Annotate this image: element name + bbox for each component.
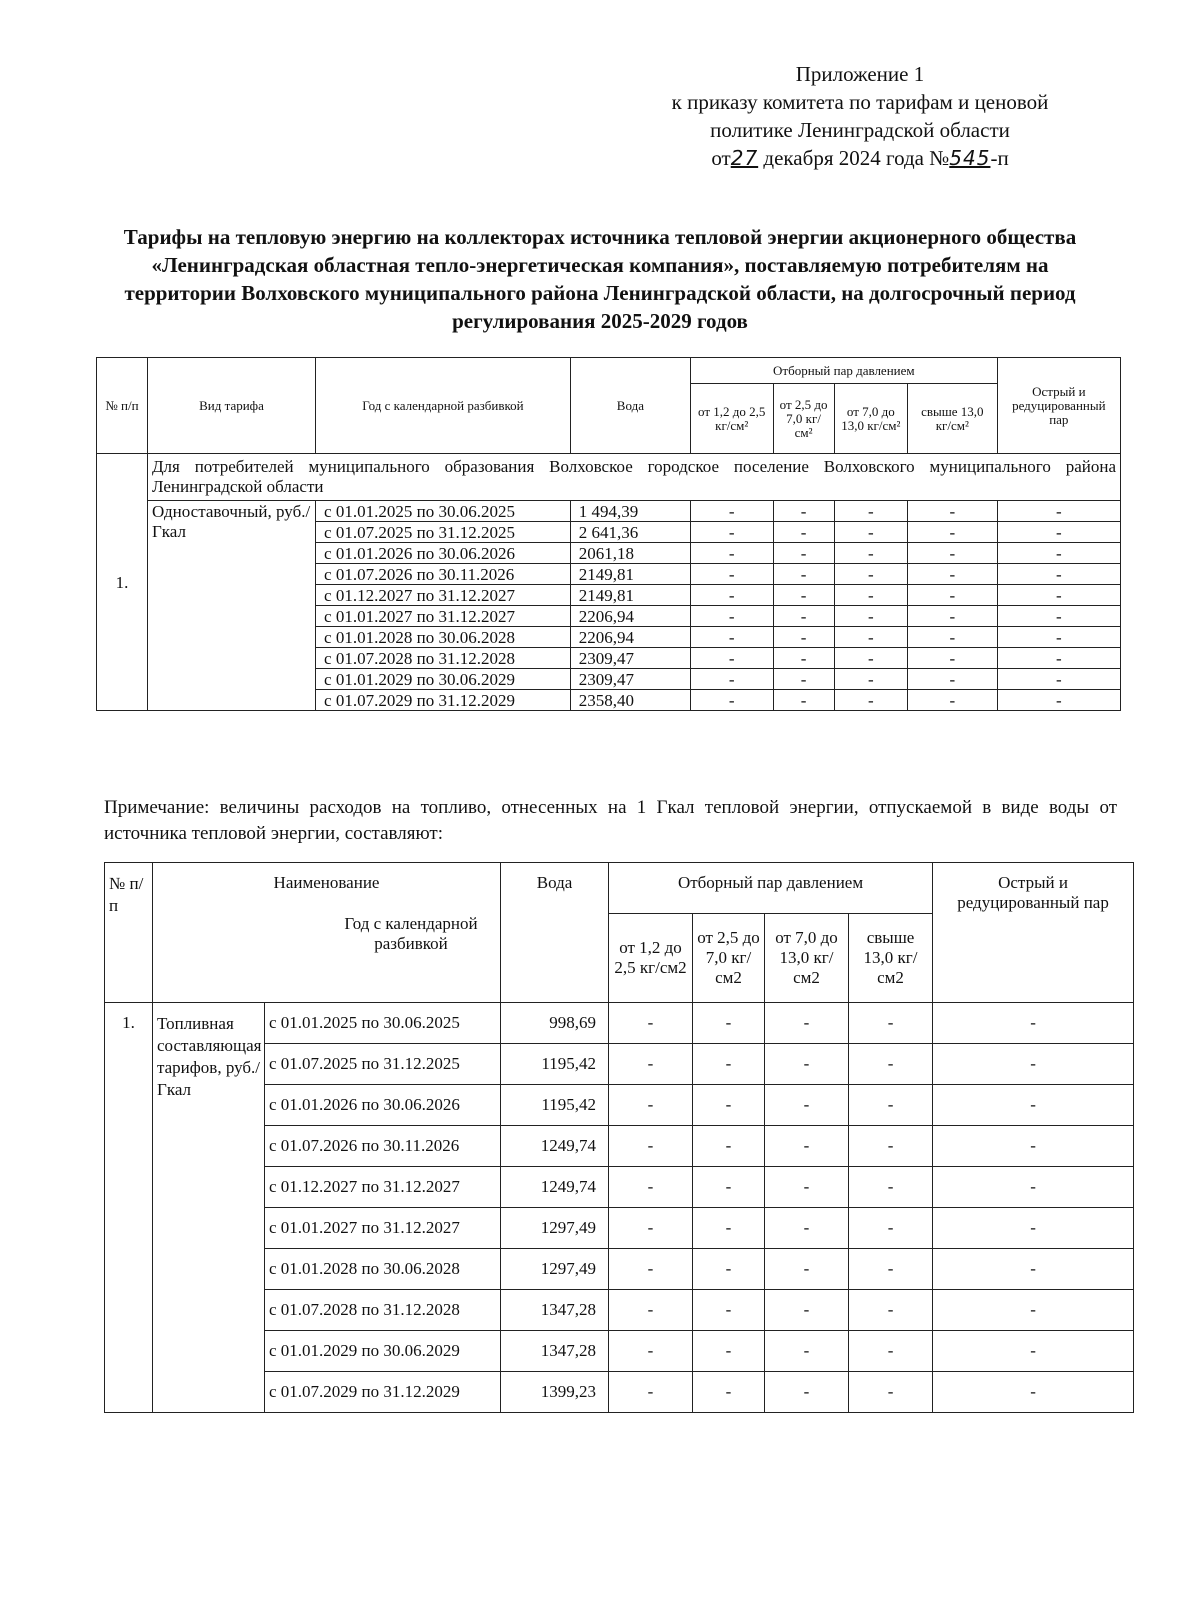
pressure-3-cell: -	[765, 1372, 849, 1413]
pressure-3-cell: -	[765, 1044, 849, 1085]
period-cell: с 01.01.2026 по 30.06.2026	[265, 1085, 501, 1126]
pressure-3-cell: -	[834, 627, 907, 648]
pressure-2-cell: -	[773, 627, 834, 648]
pressure-4-cell: -	[849, 1003, 933, 1044]
header-pressure-1: от 1,2 до 2,5 кг/см2	[609, 914, 693, 1003]
pressure-1-cell: -	[609, 1085, 693, 1126]
period-cell: с 01.12.2027 по 31.12.2027	[265, 1167, 501, 1208]
table-row	[105, 1003, 1134, 1044]
pressure-3-cell: -	[834, 606, 907, 627]
tariff-table	[96, 357, 1121, 711]
pressure-4-cell: -	[849, 1044, 933, 1085]
pressure-3-cell: -	[765, 1290, 849, 1331]
pressure-4-cell: -	[849, 1167, 933, 1208]
fuel-component-name: Топливная составляющая тарифов, руб./Гкал	[153, 1003, 265, 1413]
period-cell: с 01.01.2025 по 30.06.2025	[265, 1003, 501, 1044]
sharp-steam-cell: -	[933, 1290, 1134, 1331]
pressure-3-cell: -	[765, 1249, 849, 1290]
header-sharp-steam: Острый и редуцированный пар	[933, 863, 1134, 1003]
row-number: 1.	[105, 1003, 153, 1413]
water-fuel-cell: 1249,74	[501, 1126, 609, 1167]
pressure-3-cell: -	[834, 543, 907, 564]
sharp-steam-cell: -	[997, 669, 1120, 690]
pressure-1-cell: -	[609, 1003, 693, 1044]
pressure-1-cell: -	[690, 606, 773, 627]
pressure-4-cell: -	[907, 627, 997, 648]
sharp-steam-cell: -	[933, 1249, 1134, 1290]
sharp-steam-cell: -	[933, 1372, 1134, 1413]
pressure-3-cell: -	[834, 564, 907, 585]
pressure-1-cell: -	[609, 1126, 693, 1167]
pressure-4-cell: -	[849, 1372, 933, 1413]
header-water: Вода	[501, 863, 609, 1003]
water-tariff-cell: 2358,40	[570, 690, 690, 711]
period-cell: с 01.01.2027 по 31.12.2027	[316, 606, 571, 627]
pressure-2-cell: -	[773, 564, 834, 585]
pressure-4-cell: -	[849, 1208, 933, 1249]
sharp-steam-cell: -	[997, 543, 1120, 564]
pressure-3-cell: -	[834, 669, 907, 690]
pressure-2-cell: -	[773, 501, 834, 522]
sharp-steam-cell: -	[997, 564, 1120, 585]
pressure-1-cell: -	[609, 1249, 693, 1290]
period-cell: с 01.07.2026 по 30.11.2026	[316, 564, 571, 585]
pressure-3-cell: -	[765, 1331, 849, 1372]
header-water: Вода	[570, 358, 690, 454]
water-tariff-cell: 2149,81	[570, 564, 690, 585]
period-cell: с 01.12.2027 по 31.12.2027	[316, 585, 571, 606]
pressure-1-cell: -	[690, 690, 773, 711]
pressure-1-cell: -	[690, 522, 773, 543]
water-fuel-cell: 1297,49	[501, 1208, 609, 1249]
header-period: Год с календарной разбивкой	[344, 913, 478, 953]
period-cell: с 01.01.2025 по 30.06.2025	[316, 501, 571, 522]
pressure-1-cell: -	[609, 1208, 693, 1249]
pressure-1-cell: -	[609, 1044, 693, 1085]
appendix-header	[600, 60, 1120, 172]
period-cell: с 01.07.2028 по 31.12.2028	[316, 648, 571, 669]
pressure-3-cell: -	[765, 1208, 849, 1249]
pressure-2-cell: -	[773, 585, 834, 606]
sharp-steam-cell: -	[933, 1331, 1134, 1372]
sharp-steam-cell: -	[933, 1044, 1134, 1085]
pressure-1-cell: -	[690, 669, 773, 690]
pressure-4-cell: -	[907, 606, 997, 627]
pressure-3-cell: -	[834, 690, 907, 711]
pressure-4-cell: -	[907, 564, 997, 585]
pressure-3-cell: -	[765, 1085, 849, 1126]
period-cell: с 01.01.2029 по 30.06.2029	[316, 669, 571, 690]
pressure-2-cell: -	[773, 522, 834, 543]
pressure-1-cell: -	[609, 1372, 693, 1413]
period-cell: с 01.07.2029 по 31.12.2029	[265, 1372, 501, 1413]
period-cell: с 01.07.2026 по 30.11.2026	[265, 1126, 501, 1167]
pressure-2-cell: -	[773, 606, 834, 627]
water-tariff-cell: 2 641,36	[570, 522, 690, 543]
header-pressure-3: от 7,0 до 13,0 кг/см2	[765, 914, 849, 1003]
period-cell: с 01.07.2028 по 31.12.2028	[265, 1290, 501, 1331]
header-steam-group: Отборный пар давлением	[609, 863, 933, 914]
header-num: № п/п	[97, 358, 148, 454]
pressure-1-cell: -	[690, 585, 773, 606]
water-tariff-cell: 2061,18	[570, 543, 690, 564]
handwritten-order-number: 545	[949, 146, 991, 170]
pressure-4-cell: -	[907, 522, 997, 543]
pressure-1-cell: -	[609, 1167, 693, 1208]
water-tariff-cell: 2206,94	[570, 627, 690, 648]
header-sharp-steam: Острый и редуцированный пар	[997, 358, 1120, 454]
fuel-component-table	[104, 862, 1134, 1413]
header-tariff-kind: Вид тарифа	[147, 358, 315, 454]
pressure-3-cell: -	[834, 648, 907, 669]
pressure-1-cell: -	[690, 648, 773, 669]
pressure-4-cell: -	[907, 669, 997, 690]
period-cell: с 01.01.2026 по 30.06.2026	[316, 543, 571, 564]
water-fuel-cell: 1297,49	[501, 1249, 609, 1290]
appendix-line-4	[600, 144, 1120, 172]
pressure-1-cell: -	[609, 1331, 693, 1372]
pressure-3-cell: -	[834, 501, 907, 522]
water-fuel-cell: 1195,42	[501, 1085, 609, 1126]
sharp-steam-cell: -	[997, 606, 1120, 627]
header-pressure-2: от 2,5 до 7,0 кг/см²	[773, 384, 834, 454]
sharp-steam-cell: -	[933, 1208, 1134, 1249]
pressure-4-cell: -	[907, 690, 997, 711]
header-pressure-4: свыше 13,0 кг/см2	[849, 914, 933, 1003]
pressure-1-cell: -	[690, 543, 773, 564]
header-name: Наименование	[153, 863, 501, 914]
pressure-3-cell: -	[765, 1167, 849, 1208]
period-cell: с 01.07.2025 по 31.12.2025	[265, 1044, 501, 1085]
pressure-3-cell: -	[834, 522, 907, 543]
period-cell: с 01.07.2025 по 31.12.2025	[316, 522, 571, 543]
pressure-1-cell: -	[690, 501, 773, 522]
sharp-steam-cell: -	[997, 501, 1120, 522]
pressure-2-cell: -	[693, 1126, 765, 1167]
table-row	[97, 501, 1121, 522]
header-pressure-1: от 1,2 до 2,5 кг/см²	[690, 384, 773, 454]
pressure-3-cell: -	[834, 585, 907, 606]
pressure-3-cell: -	[765, 1126, 849, 1167]
row-number: 1.	[97, 454, 148, 711]
period-cell: с 01.01.2027 по 31.12.2027	[265, 1208, 501, 1249]
pressure-4-cell: -	[907, 585, 997, 606]
header-pressure-3: от 7,0 до 13,0 кг/см²	[834, 384, 907, 454]
appendix-line-3: политике Ленинградской области	[710, 118, 1010, 142]
pressure-4-cell: -	[907, 648, 997, 669]
note-text: Примечание: величины расходов на топливо, отнесенных на 1 Гкал тепловой энергии, отпускаемой в виде воды от источника тепловой энергии, составляют:	[104, 797, 1117, 844]
group-description: Для потребителей муниципального образования Волховское городское поселение Волховского муниципального района Ленинградской области	[147, 454, 1120, 501]
appendix-line-2: к приказу комитета по тарифам и ценовой	[671, 90, 1049, 114]
pressure-3-cell: -	[765, 1003, 849, 1044]
pressure-2-cell: -	[693, 1208, 765, 1249]
pressure-2-cell: -	[773, 648, 834, 669]
sharp-steam-cell: -	[997, 648, 1120, 669]
header-num: № п/п	[105, 863, 153, 1003]
pressure-2-cell: -	[773, 690, 834, 711]
period-cell: с 01.01.2028 по 30.06.2028	[265, 1249, 501, 1290]
pressure-2-cell: -	[693, 1372, 765, 1413]
water-fuel-cell: 1399,23	[501, 1372, 609, 1413]
pressure-4-cell: -	[907, 543, 997, 564]
sharp-steam-cell: -	[997, 627, 1120, 648]
pressure-4-cell: -	[907, 501, 997, 522]
pressure-2-cell: -	[693, 1167, 765, 1208]
header-pressure-2: от 2,5 до 7,0 кг/см2	[693, 914, 765, 1003]
pressure-2-cell: -	[693, 1085, 765, 1126]
sharp-steam-cell: -	[933, 1167, 1134, 1208]
sharp-steam-cell: -	[997, 585, 1120, 606]
period-cell: с 01.07.2029 по 31.12.2029	[316, 690, 571, 711]
pressure-4-cell: -	[849, 1249, 933, 1290]
pressure-2-cell: -	[693, 1044, 765, 1085]
pressure-4-cell: -	[849, 1126, 933, 1167]
pressure-4-cell: -	[849, 1331, 933, 1372]
pressure-1-cell: -	[690, 627, 773, 648]
pressure-2-cell: -	[773, 669, 834, 690]
pressure-4-cell: -	[849, 1085, 933, 1126]
water-fuel-cell: 998,69	[501, 1003, 609, 1044]
water-tariff-cell: 2206,94	[570, 606, 690, 627]
appendix-line-1: Приложение 1	[795, 62, 925, 86]
document-title: Тарифы на тепловую энергию на коллекторах источника тепловой энергии акционерного общества «Ленинградская областная тепло-энергетическая компания», поставляемую потребителям на территории Волховского муниципального района Ленинградской области, на долгосрочный период регулирования 2025-2029 годов	[123, 225, 1077, 333]
header-period: Год с календарной разбивкой	[316, 358, 571, 454]
water-fuel-cell: 1347,28	[501, 1331, 609, 1372]
header-steam-group: Отборный пар давлением	[690, 358, 997, 384]
tariff-kind: Одноставочный, руб./Гкал	[147, 501, 315, 711]
appendix-date-prefix: от	[711, 146, 731, 170]
pressure-2-cell: -	[693, 1290, 765, 1331]
header-pressure-4: свыше 13,0 кг/см²	[907, 384, 997, 454]
period-cell: с 01.01.2028 по 30.06.2028	[316, 627, 571, 648]
pressure-2-cell: -	[773, 543, 834, 564]
water-fuel-cell: 1347,28	[501, 1290, 609, 1331]
water-tariff-cell: 2149,81	[570, 585, 690, 606]
pressure-4-cell: -	[849, 1290, 933, 1331]
pressure-2-cell: -	[693, 1331, 765, 1372]
header-period-cell	[153, 914, 501, 1003]
sharp-steam-cell: -	[933, 1003, 1134, 1044]
water-fuel-cell: 1249,74	[501, 1167, 609, 1208]
handwritten-day: 27	[730, 146, 759, 170]
water-tariff-cell: 2309,47	[570, 648, 690, 669]
sharp-steam-cell: -	[997, 522, 1120, 543]
sharp-steam-cell: -	[933, 1126, 1134, 1167]
appendix-date-suffix: -п	[990, 146, 1009, 170]
sharp-steam-cell: -	[933, 1085, 1134, 1126]
pressure-1-cell: -	[609, 1290, 693, 1331]
period-cell: с 01.01.2029 по 30.06.2029	[265, 1331, 501, 1372]
pressure-1-cell: -	[690, 564, 773, 585]
pressure-2-cell: -	[693, 1249, 765, 1290]
sharp-steam-cell: -	[997, 690, 1120, 711]
water-tariff-cell: 1 494,39	[570, 501, 690, 522]
water-fuel-cell: 1195,42	[501, 1044, 609, 1085]
pressure-2-cell: -	[693, 1003, 765, 1044]
appendix-date-middle: декабря 2024 года №	[758, 146, 950, 170]
water-tariff-cell: 2309,47	[570, 669, 690, 690]
